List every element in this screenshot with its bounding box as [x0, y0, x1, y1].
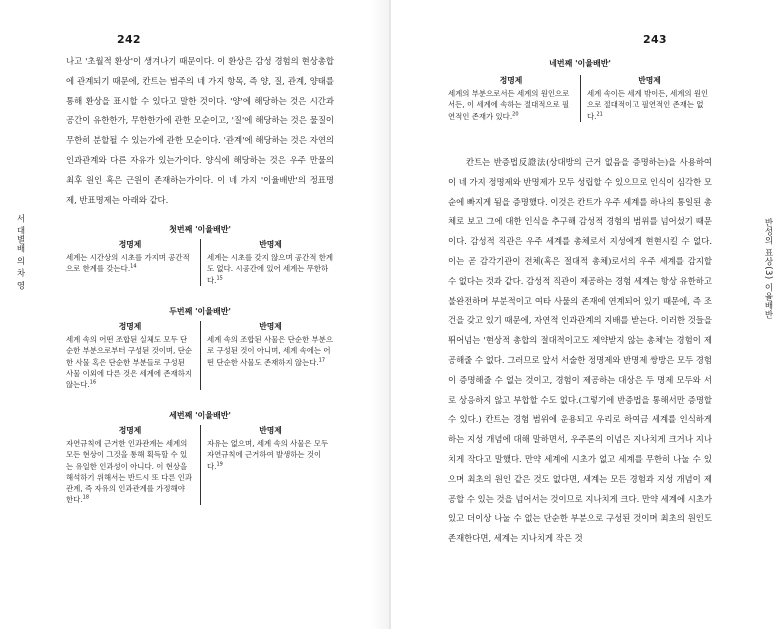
footnote-ref[interactable]: 16 — [89, 379, 97, 386]
thesis-text: 세계 속의 어떤 조합된 실체도 모두 단순한 부분으로부터 구성된 것이며, 단순한 사물 혹은 단순한 부분들로 구성된 사물 이외에 다른 것은 세계에 존재하지 않는다.$^{16}$ — [66, 335, 192, 390]
antinomy-block-3 — [66, 410, 334, 505]
antithesis-label: 반명제 — [259, 240, 282, 249]
footnote-ref[interactable]: 14 — [130, 263, 137, 270]
thesis-column — [66, 239, 200, 286]
thesis-text: 자연규칙에 근거한 인과관계는 세계의 모든 현상이 그것을 통해 획득할 수 있는 유일한 인과성이 아니다. 이 현상을 해석하기 위해서는 반드시 또 다른 인과관계, 즉 자유의 인과관계를 가정해야 한다.$^{18}$ — [66, 439, 192, 505]
left-running-head: 서 대별배 의 차 영 — [15, 214, 25, 290]
right-page — [391, 0, 782, 629]
antinomy-block-1 — [66, 224, 334, 286]
antinomy-table — [66, 239, 334, 286]
thesis-text: 세계의 부분으로서든 세계의 원인으로서든, 이 세계에 속하는 절대적으로 필연적인 존재가 있다.$^{20}$ — [448, 89, 570, 121]
antithesis-column — [200, 239, 334, 286]
footnote-ref[interactable]: 19 — [216, 461, 223, 468]
antithesis-label: 반명제 — [638, 76, 661, 85]
antinomy-title: 두번째 '이율배반' — [169, 307, 231, 316]
antithesis-column — [200, 321, 334, 390]
right-running-head: 반성의 표상(3) 이율배반 — [763, 218, 773, 319]
right-paragraph: 칸트는 반증법反證法(상대방의 근거 없음을 증명하는)을 사용하여 이 네 가지 정명제와 반명제가 모두 성립할 수 있으므로 인식이 심각한 모순에 빠지게 됨을 증명했다. 이것은 칸트가 우주 세계를 하나의 통일된 총체로 보고 그에 대한 인식을 추구해 감성적 경험의 범위를 넘어섰기 때문이다. 감성적 직관은 우주 세계를 총체로서 지성에게 현현시킬 수 없다. 이는 곧 감각기관이 전체(혹은 절대적 총체)로서의 우주 세계를 감지할 수 없다는 것과 같다. 감성적 직관이 제공하는 경험 세계는 항상 유한하고 불완전하며 부분적이고 여타 사물의 존재에 연계되어 있기 때문에, 즉 조건을 갖고 있기 때문에, 자연적 인과관계의 지배를 받는다. 이러한 것들을 뛰어넘는 '현상적 총합의 절대적이고도 제약받지 않는 총체'는 경험이 제공해줄 수 없다. 그러므로 앞서 서술한 정명제와 반명제 쌍방은 모두 경험이 증명해줄 수 없는 것이고, 경험이 제공하는 대상은 두 명제 모두와 서로 상응하지 않고 부합할 수도 없다.(그렇기에 반증법을 통해서만 증명할 수 있다.) 칸트는 경험 범위에 운용되고 우리로 하여금 세계를 인식하게 하는 지성 개념에 대해 말하면서, 우주론의 이념은 지나치게 크거나 지나치게 작다고 말했다. 만약 세계에 시초가 없고 세계를 무한히 나눌 수 있으며 최초의 원인 같은 것도 없다면, 세계는 모든 경험과 지성 개념이 제공할 수 있는 것을 넘어서는 것이므로 지나치게 크다. 만약 세계에 시초가 있고 더이상 나눌 수 없는 단순한 부분으로 구성된 것이며 최초의 원인도 존재한다면, 세계는 지나치게 작은 것 — [448, 157, 712, 544]
antinomy-table — [448, 75, 712, 122]
antithesis-column — [200, 425, 334, 505]
antinomy-title: 세번째 '이율배반' — [169, 411, 231, 420]
antinomy-title: 첫번째 '이율배반' — [169, 225, 231, 234]
left-body-text — [66, 52, 334, 210]
thesis-column — [448, 75, 580, 122]
thesis-label: 정명제 — [118, 322, 142, 331]
antithesis-text: 세계 속의 조합된 사물은 단순한 부분으로 구성된 것이 아니며, 세계 속에는 어떤 단순한 사물도 존재하지 않는다.$^{17}$ — [207, 335, 333, 367]
gutter-shadow — [370, 0, 390, 629]
antithesis-text: 자유는 없으며, 세계 속의 사물은 모두 자연규칙에 근거하여 발생하는 것이다.$^{19}$ — [207, 439, 329, 471]
thesis-column — [66, 321, 200, 390]
antinomy-title: 네번째 '이율배반' — [549, 59, 611, 68]
antithesis-label: 반명제 — [259, 426, 282, 435]
antinomy-table — [66, 425, 334, 505]
footnote-ref[interactable]: 21 — [596, 111, 603, 118]
right-body-text — [448, 153, 712, 549]
thesis-text: 세계는 시간상의 시초를 가지며 공간적으로 한계를 갖는다.$^{14}$ — [66, 253, 190, 274]
thesis-label: 정명제 — [118, 426, 142, 435]
thesis-column — [66, 425, 200, 505]
left-paragraph: 나고 '초월적 환상'이 생겨나기 때문이다. 이 환상은 감성 경험의 현상총합에 관계되기 때문에, 칸트는 범주의 네 가지 항목, 즉 양, 질, 관계, 양태를 통해 환상을 표시할 수 있다고 말한 것이다. '양'에 해당하는 것은 시간과 공간이 유한한가, 무한한가에 관한 모순이고, '질'에 해당하는 것은 물질이 무한히 분할될 수 있는가에 관한 모순이다. '관계'에 해당하는 것은 자연의 인과관계와 다른 자유가 있는가이다. 양식에 해당하는 것은 우주 만물의 최후 원인 혹은 근원이 존재하는가이다. 이 네 가지 '이율배반'의 정표명제, 반표명제는 아래와 같다. — [66, 56, 334, 205]
thesis-label: 정명제 — [118, 240, 142, 249]
footnote-ref[interactable]: 20 — [512, 111, 519, 118]
footnote-ref[interactable]: 18 — [82, 494, 90, 501]
antinomy-table — [66, 321, 334, 390]
footnote-ref[interactable]: 15 — [216, 275, 223, 282]
footnote-ref[interactable]: 17 — [318, 357, 326, 364]
antithesis-text: 세계는 시초를 갖지 않으며 공간적 한계도 없다. 시공간에 있어 세계는 무한하다.$^{15}$ — [207, 253, 333, 285]
antithesis-column — [580, 75, 712, 122]
antinomy-block-2 — [66, 306, 334, 390]
thesis-label: 정명제 — [499, 76, 523, 85]
right-page-number: 243 — [643, 33, 667, 46]
left-page-number: 242 — [117, 33, 141, 46]
antinomy-block-4 — [448, 58, 712, 122]
left-page — [0, 0, 390, 629]
antithesis-label: 반명제 — [259, 322, 282, 331]
antithesis-text: 세계 속이든 세계 밖이든, 세계의 원인으로 절대적이고 필연적인 존재는 없다.$^{21}$ — [587, 89, 709, 121]
